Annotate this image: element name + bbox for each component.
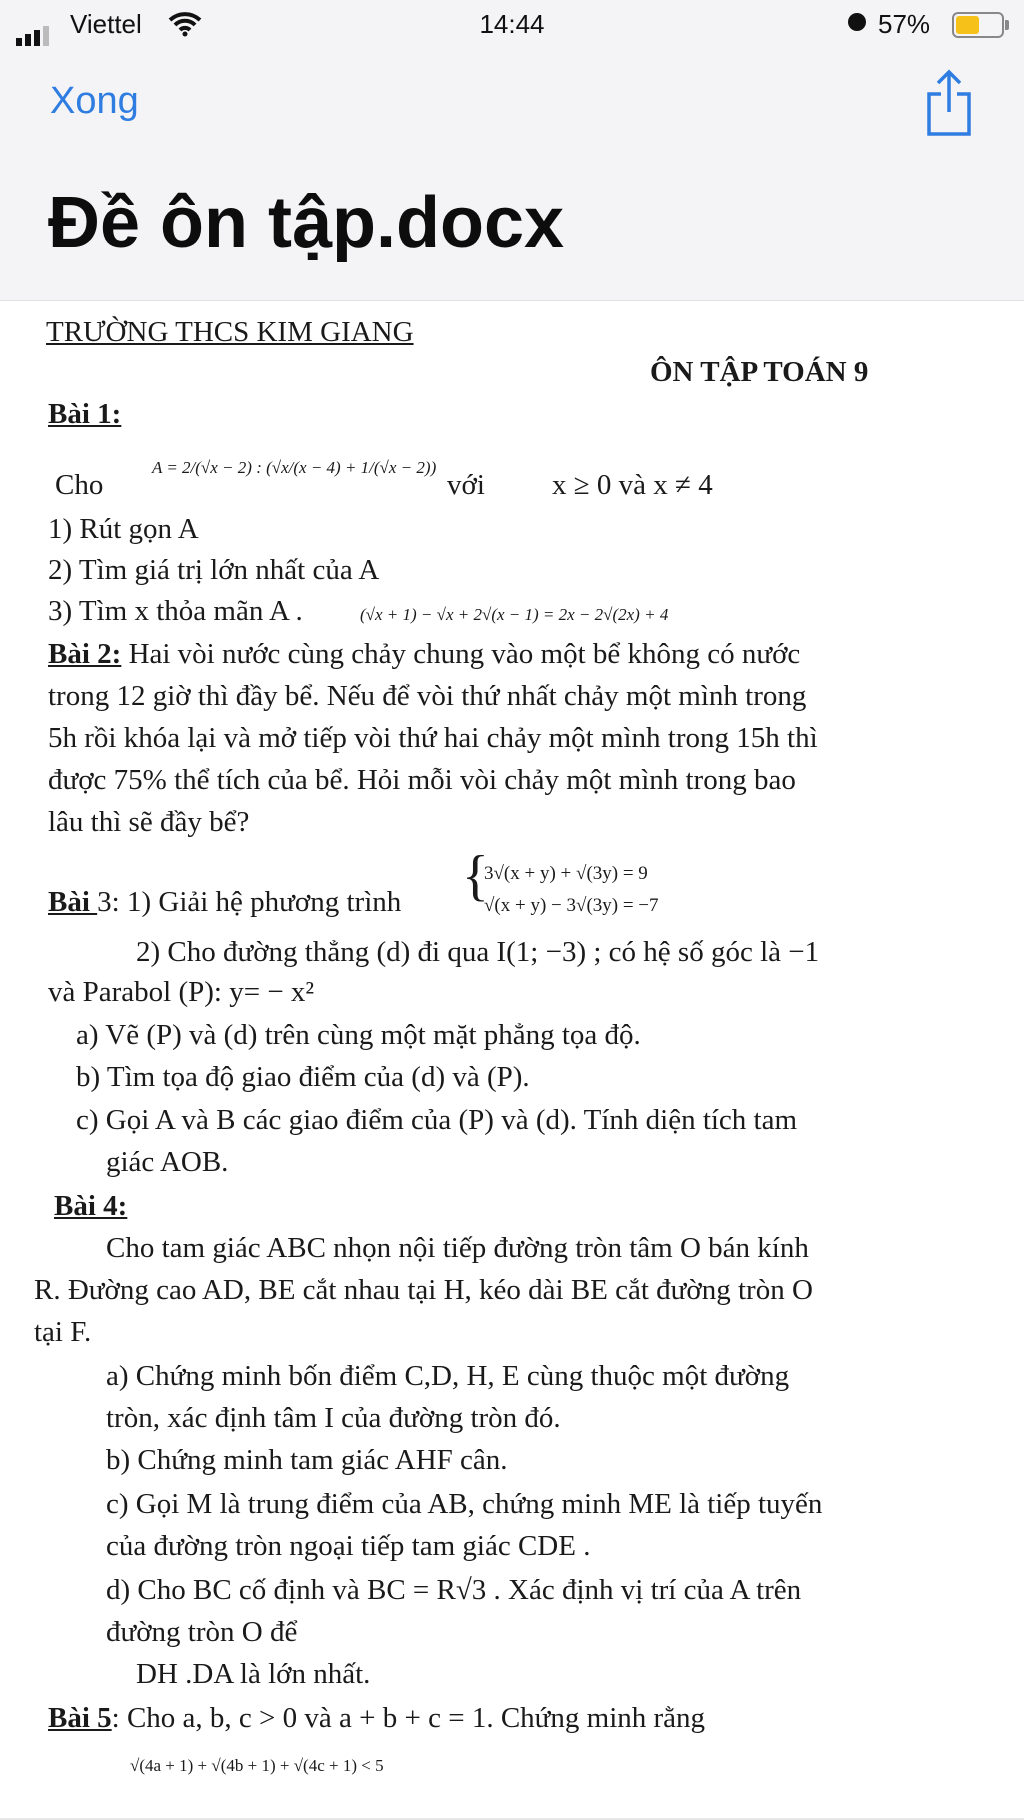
bai-4-a-line-1: a) Chứng minh bốn điểm C,D, H, E cùng thuộc một đường: [106, 1360, 790, 1392]
bai-1-q2: 2) Tìm giá trị lớn nhất của A: [48, 554, 380, 586]
bai-2-line-5: lâu thì sẽ đầy bể?: [48, 806, 250, 838]
done-button[interactable]: Xong: [50, 80, 139, 122]
bai-4-line-2: R. Đường cao AD, BE cắt nhau tại H, kéo dài BE cắt đường tròn O: [34, 1274, 813, 1306]
status-bar: [0, 0, 1024, 52]
navigation-header: [0, 0, 1024, 301]
bai-3-a: a) Vẽ (P) và (d) trên cùng một mặt phẳng tọa độ.: [76, 1019, 641, 1051]
battery-percent: 57%: [878, 9, 931, 39]
doc-heading: ÔN TẬP TOÁN 9: [650, 356, 869, 388]
bai-3-c-line-2: giác AOB.: [106, 1146, 229, 1178]
bai-1-q3-equation: (√x + 1) − √x + 2√(x − 1) = 2x − 2√(2x) + 4: [360, 605, 669, 624]
bai-1-formula: A = 2/(√x − 2) : (√x/(x − 4) + 1/(√x − 2)): [152, 458, 437, 477]
bai-1-label: Bài 1:: [48, 398, 122, 430]
bai-3-label: Bài: [48, 886, 98, 918]
document-body: [0, 300, 1024, 1820]
bai-3-c-line-1: c) Gọi A và B các giao điểm của (P) và (d). Tính diện tích tam: [76, 1104, 798, 1136]
alarm-icon: [848, 13, 866, 31]
bai-3-text: 3: 1) Giải hệ phương trình: [97, 886, 402, 918]
system-equation-2: √(x + y) − 3√(3y) = −7: [484, 895, 659, 916]
bai-2-line-1: Hai vòi nước cùng chảy chung vào một bể không có nước: [121, 638, 801, 670]
bai-5-text: : Cho a, b, c > 0 và a + b + c = 1. Chứng minh rằng: [111, 1702, 706, 1734]
bai-5-inequality: √(4a + 1) + √(4b + 1) + √(4c + 1) < 5: [130, 1756, 384, 1775]
bai-1-condition: x ≥ 0 và x ≠ 4: [552, 469, 713, 501]
bai-3-line-1: [48, 882, 401, 922]
bai-4-d-line-3: DH .DA là lớn nhất.: [136, 1658, 371, 1690]
bai-3-line-2: 2) Cho đường thẳng (d) đi qua I(1; −3) ; có hệ số góc là −1: [136, 936, 820, 968]
share-icon[interactable]: [925, 68, 973, 138]
document-title: Đề ôn tập.docx: [48, 183, 565, 263]
carrier-name: Viettel: [70, 9, 142, 39]
system-equation-1: 3√(x + y) + √(3y) = 9: [484, 863, 648, 884]
bai-5-label: Bài 5: [48, 1702, 112, 1734]
bai-4-line-1: Cho tam giác ABC nhọn nội tiếp đường tròn tâm O bán kính: [106, 1232, 809, 1264]
status-time: 14:44: [479, 9, 545, 39]
bai-1-cho: Cho: [55, 469, 104, 501]
bai-4-c-line-2: của đường tròn ngoại tiếp tam giác CDE .: [106, 1530, 591, 1562]
school-name: TRƯỜNG THCS KIM GIANG: [46, 316, 414, 348]
bai-2-label: Bài 2:: [48, 638, 122, 670]
bai-2-paragraph: [48, 634, 800, 674]
bai-1-q3: 3) Tìm x thỏa mãn A .: [48, 595, 303, 627]
bai-2-line-3: 5h rồi khóa lại và mở tiếp vòi thứ hai chảy một mình trong 15h thì: [48, 722, 818, 754]
bai-4-d-line-1: d) Cho BC cố định và BC = R√3 . Xác định vị trí của A trên: [106, 1574, 802, 1606]
bai-4-b: b) Chứng minh tam giác AHF cân.: [106, 1444, 508, 1476]
bai-1-q1: 1) Rút gọn A: [48, 513, 199, 545]
bai-4-a-line-2: tròn, xác định tâm I của đường tròn đó.: [106, 1402, 561, 1434]
bai-2-line-2: trong 12 giờ thì đầy bể. Nếu để vòi thứ nhất chảy một mình trong: [48, 680, 807, 712]
bai-3-b: b) Tìm tọa độ giao điểm của (d) và (P).: [76, 1061, 530, 1093]
battery-icon: [952, 12, 1004, 38]
bai-4-c-line-1: c) Gọi M là trung điểm của AB, chứng minh ME là tiếp tuyến: [106, 1488, 823, 1520]
system-brace: {: [462, 845, 489, 907]
bai-5-line-1: [48, 1698, 705, 1738]
bai-4-line-3: tại F.: [34, 1316, 92, 1348]
bai-3-line-3: và Parabol (P): y= − x²: [48, 976, 315, 1008]
bai-4-d-line-2: đường tròn O để: [106, 1616, 298, 1648]
bai-2-line-4: được 75% thể tích của bể. Hỏi mỗi vòi chảy một mình trong bao: [48, 764, 796, 796]
bai-1-voi: với: [447, 469, 485, 501]
bai-4-label: Bài 4:: [54, 1190, 128, 1222]
